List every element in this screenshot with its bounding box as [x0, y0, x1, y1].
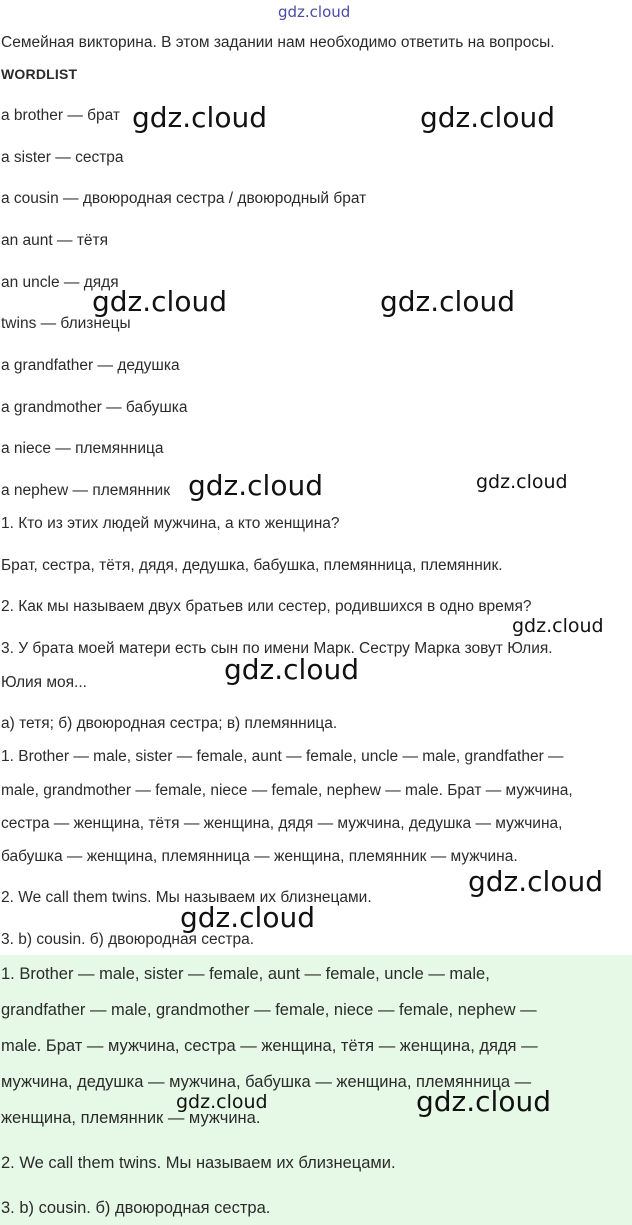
watermark: gdz.cloud [224, 653, 359, 686]
watermark: gdz.cloud [92, 285, 227, 318]
question-2: 2. Как мы называем двух братьев или сестер, родившихся в одно время? [1, 598, 532, 615]
highlight-answer-2: 2. We call them twins. Мы называем их близнецами. [1, 1154, 396, 1172]
intro-text: Семейная викторина. В этом задании нам необходимо ответить на вопросы. [1, 34, 555, 51]
answer-1-line-3: сестра — женщина, тётя — женщина, дядя — мужчина, дедушка — мужчина, [1, 815, 563, 832]
highlight-answer-1-line-4: мужчина, дедушка — мужчина, бабушка — женщина, племянница — [1, 1073, 532, 1091]
question-1: 1. Кто из этих людей мужчина, а кто женщина? [1, 515, 340, 532]
watermark: gdz.cloud [380, 285, 515, 318]
question-3-line-2: Юлия моя... [1, 674, 87, 691]
word-aunt: an aunt — тётя [1, 232, 109, 249]
watermark: gdz.cloud [176, 1091, 268, 1113]
answer-2: 2. We call them twins. Мы называем их близнецами. [1, 889, 372, 906]
answer-1-line-4: бабушка — женщина, племянница — женщина, племянник — мужчина. [1, 848, 518, 865]
word-brother: a brother — брат [1, 107, 121, 124]
word-niece: a niece — племянница [1, 440, 164, 457]
word-nephew: a nephew — племянник [1, 482, 171, 499]
top-watermark: gdz.cloud [278, 3, 351, 21]
word-cousin: a cousin — двоюродная сестра / двоюродный брат [1, 190, 367, 207]
wordlist-heading: WORDLIST [1, 66, 78, 82]
watermark: gdz.cloud [512, 615, 604, 637]
highlight-answer-1-line-5: женщина, племянник — мужчина. [1, 1109, 261, 1127]
highlight-answer-1-line-1: 1. Brother — male, sister — female, aunt — female, uncle — male, [1, 965, 490, 983]
watermark: gdz.cloud [180, 901, 315, 934]
word-uncle: an uncle — дядя [1, 274, 119, 291]
word-twins: twins — близнецы [1, 315, 131, 332]
word-grandmother: a grandmother — бабушка [1, 399, 188, 416]
question-1-list: Брат, сестра, тётя, дядя, дедушка, бабушка, племянница, племянник. [1, 557, 503, 574]
answer-3: 3. b) cousin. б) двоюродная сестра. [1, 931, 255, 948]
question-3-options: а) тетя; б) двоюродная сестра; в) племянница. [1, 715, 338, 732]
watermark: gdz.cloud [468, 865, 603, 898]
word-grandfather: a grandfather — дедушка [1, 357, 180, 374]
answer-1-line-1: 1. Brother — male, sister — female, aunt — female, uncle — male, grandfather — [1, 748, 564, 765]
watermark: gdz.cloud [132, 101, 267, 134]
word-sister: a sister — сестра [1, 149, 124, 166]
watermark: gdz.cloud [416, 1085, 551, 1118]
watermark: gdz.cloud [420, 101, 555, 134]
question-3-line-1: 3. У брата моей матери есть сын по имени Марк. Сестру Марка зовут Юлия. [1, 640, 553, 657]
answer-1-line-2: male, grandmother — female, niece — female, nephew — male. Брат — мужчина, [1, 782, 573, 799]
highlight-answer-1-line-3: male. Брат — мужчина, сестра — женщина, тётя — женщина, дядя — [1, 1037, 538, 1055]
watermark: gdz.cloud [188, 469, 323, 502]
highlight-answer-1-line-2: grandfather — male, grandmother — female, niece — female, nephew — [1, 1001, 537, 1019]
highlight-answer-3: 3. b) cousin. б) двоюродная сестра. [1, 1199, 271, 1217]
watermark: gdz.cloud [476, 471, 568, 493]
